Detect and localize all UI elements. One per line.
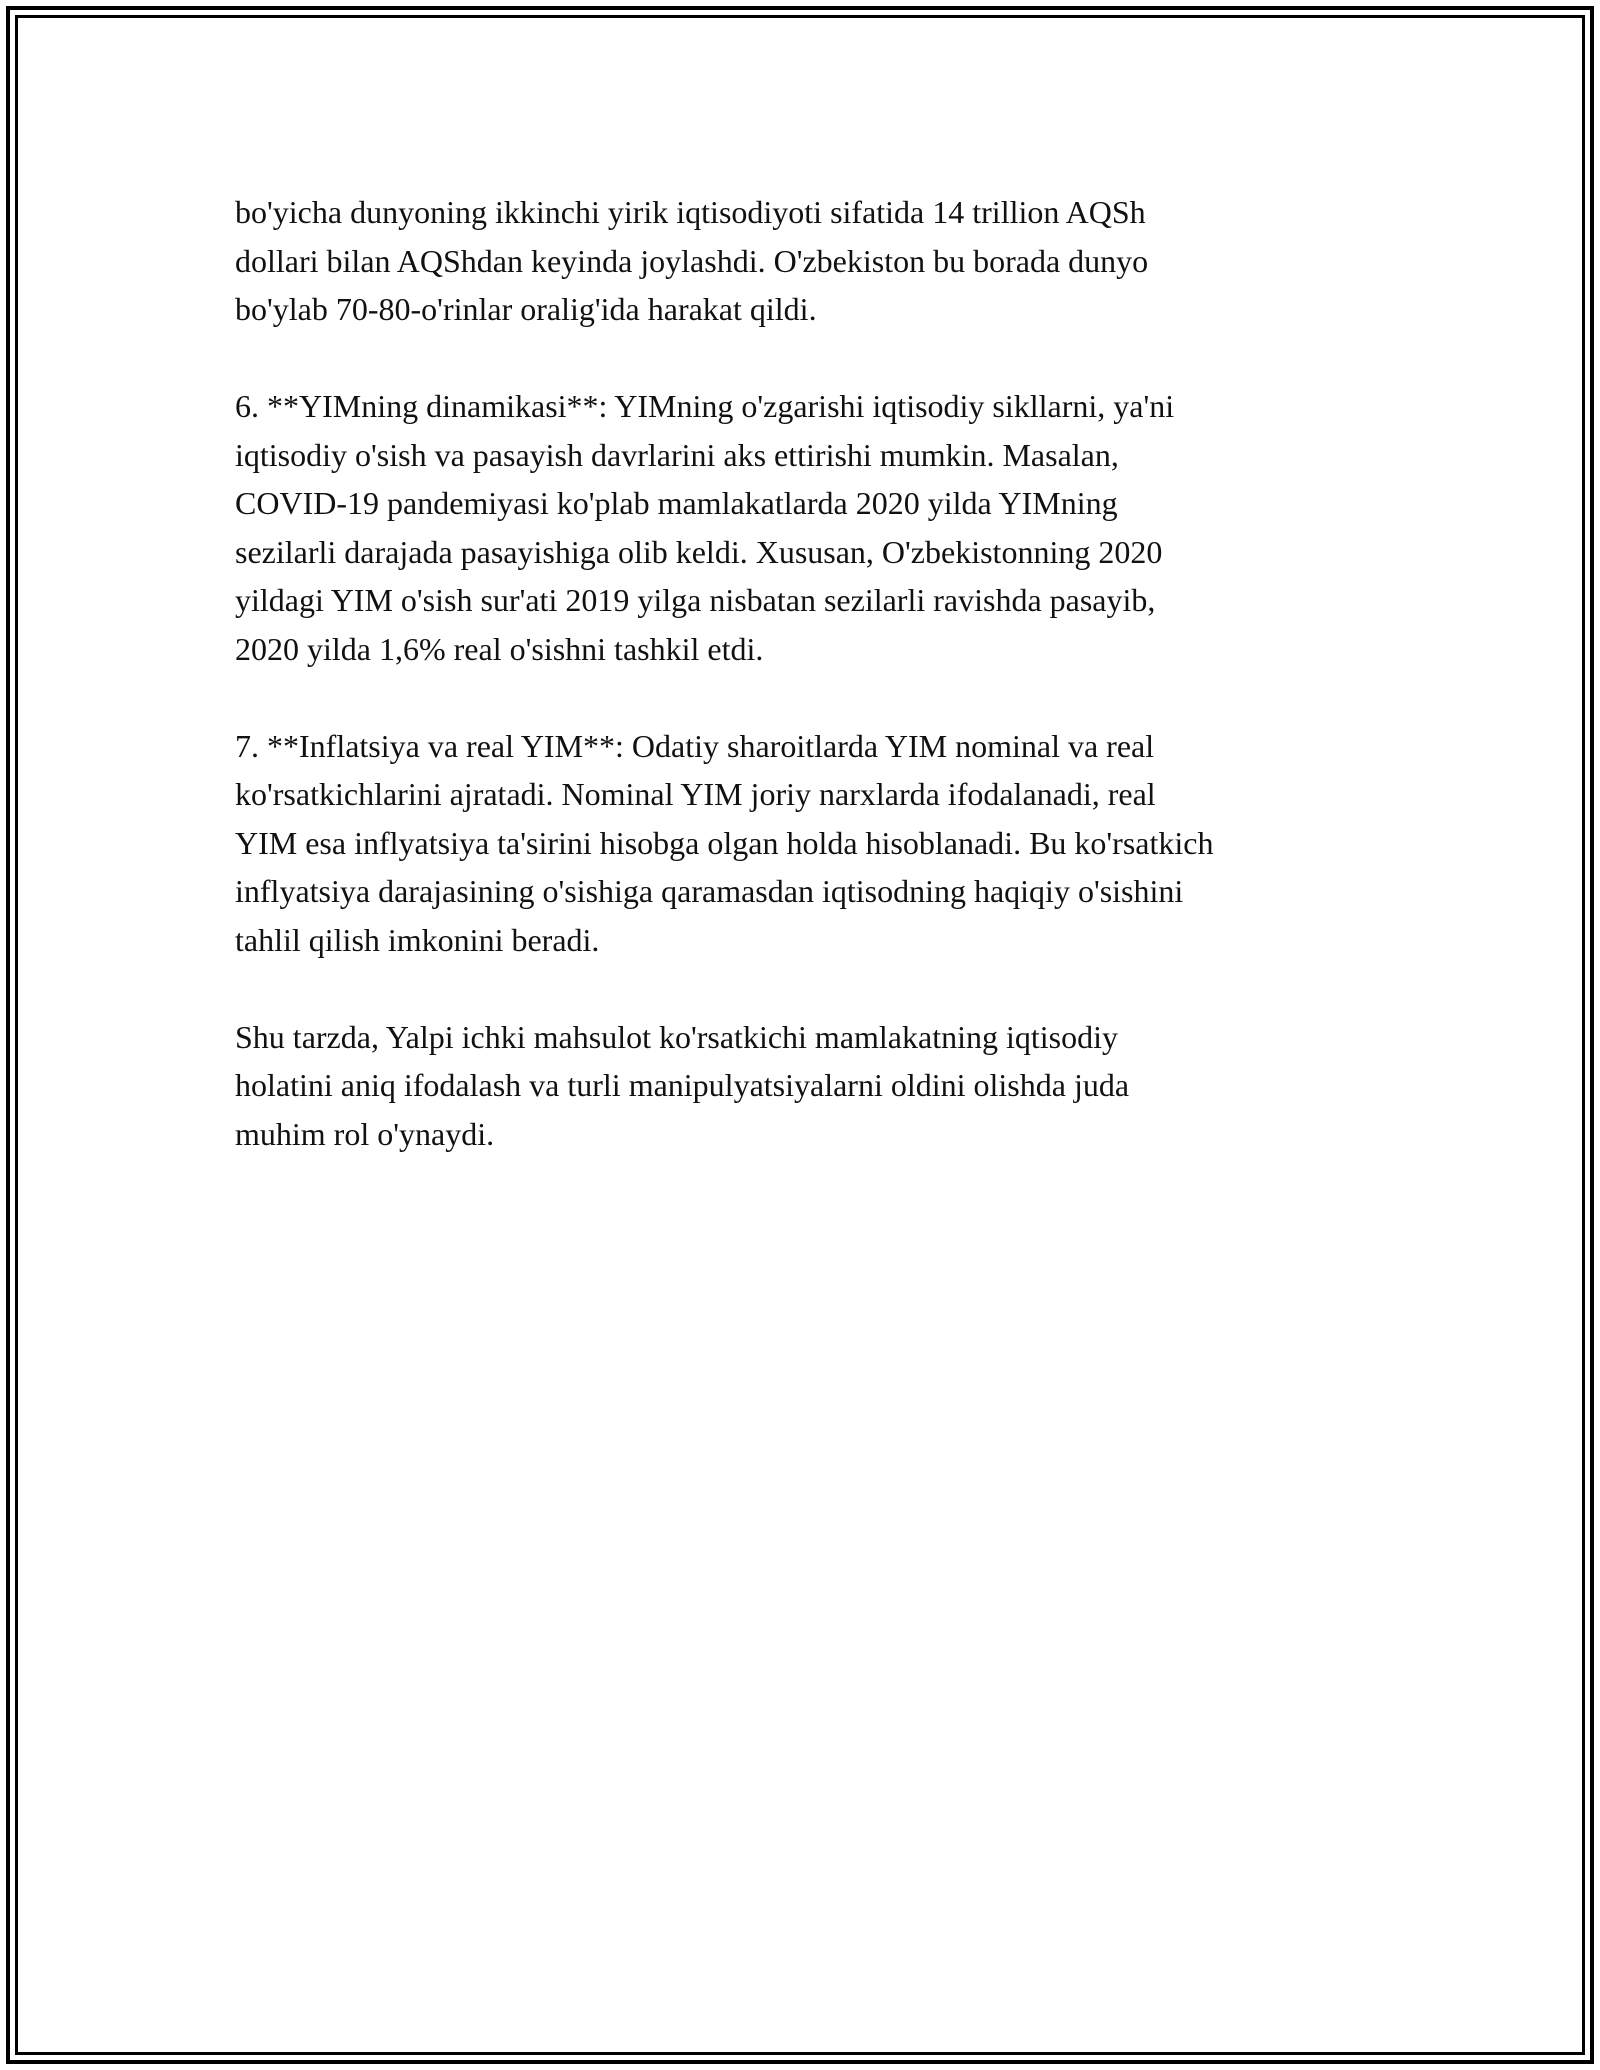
document-body [235, 188, 1385, 1207]
text-line: 7. **Inflatsiya va real YIM**: Odatiy sharoitlarda YIM nominal va real [235, 727, 1155, 764]
text-line: 6. **YIMning dinamikasi**: YIMning o'zgarishi iqtisodiy sikllarni, ya'ni [235, 388, 1175, 424]
text-line: ko'rsatkichlarini ajratadi. Nominal YIM joriy narxlarda ifodalanadi, real [235, 776, 1156, 812]
text-line: COVID-19 pandemiyasi ko'plab mamlakatlarda 2020 yilda YIMning [235, 485, 1118, 521]
text-line: YIM esa inflyatsiya ta'sirini hisobga olgan holda hisoblanadi. Bu ko'rsatkich [235, 824, 1214, 861]
text-line: inflyatsiya darajasining o'sishiga qaramasdan iqtisodning haqiqiy o'sishini [235, 873, 1184, 909]
text-line: sezilarli darajada pasayishiga olib keldi. Xususan, O'zbekistonning 2020 [235, 533, 1163, 570]
text-line: holatini aniq ifodalash va turli manipulyatsiyalarni oldini olishda juda [235, 1067, 1130, 1103]
text-line: yildagi YIM o'sish sur'ati 2019 yilga nisbatan sezilarli ravishda pasayib, [235, 582, 1156, 618]
paragraph-gdp-dynamics [235, 382, 1385, 673]
text-line: tahlil qilish imkonini beradi. [235, 921, 600, 958]
text-line: iqtisodiy o'sish va pasayish davrlarini aks ettirishi mumkin. Masalan, [235, 436, 1119, 473]
text-line: muhim rol o'ynaydi. [235, 1115, 495, 1152]
text-line: dollari bilan AQShdan keyinda joylashdi. O'zbekiston bu borada dunyo [235, 242, 1149, 279]
paragraph-gdp-ranking [235, 188, 1385, 334]
paragraph-conclusion [235, 1013, 1385, 1159]
paragraph-inflation-real-gdp [235, 722, 1385, 965]
text-line: bo'ylab 70-80-o'rinlar oralig'ida harakat qildi. [235, 291, 817, 327]
text-line: bo'yicha dunyoning ikkinchi yirik iqtisodiyoti sifatida 14 trillion AQSh [235, 194, 1146, 230]
text-line: Shu tarzda, Yalpi ichki mahsulot ko'rsatkichi mamlakatning iqtisodiy [235, 1018, 1118, 1055]
text-line: 2020 yilda 1,6% real o'sishni tashkil etdi. [235, 630, 764, 667]
